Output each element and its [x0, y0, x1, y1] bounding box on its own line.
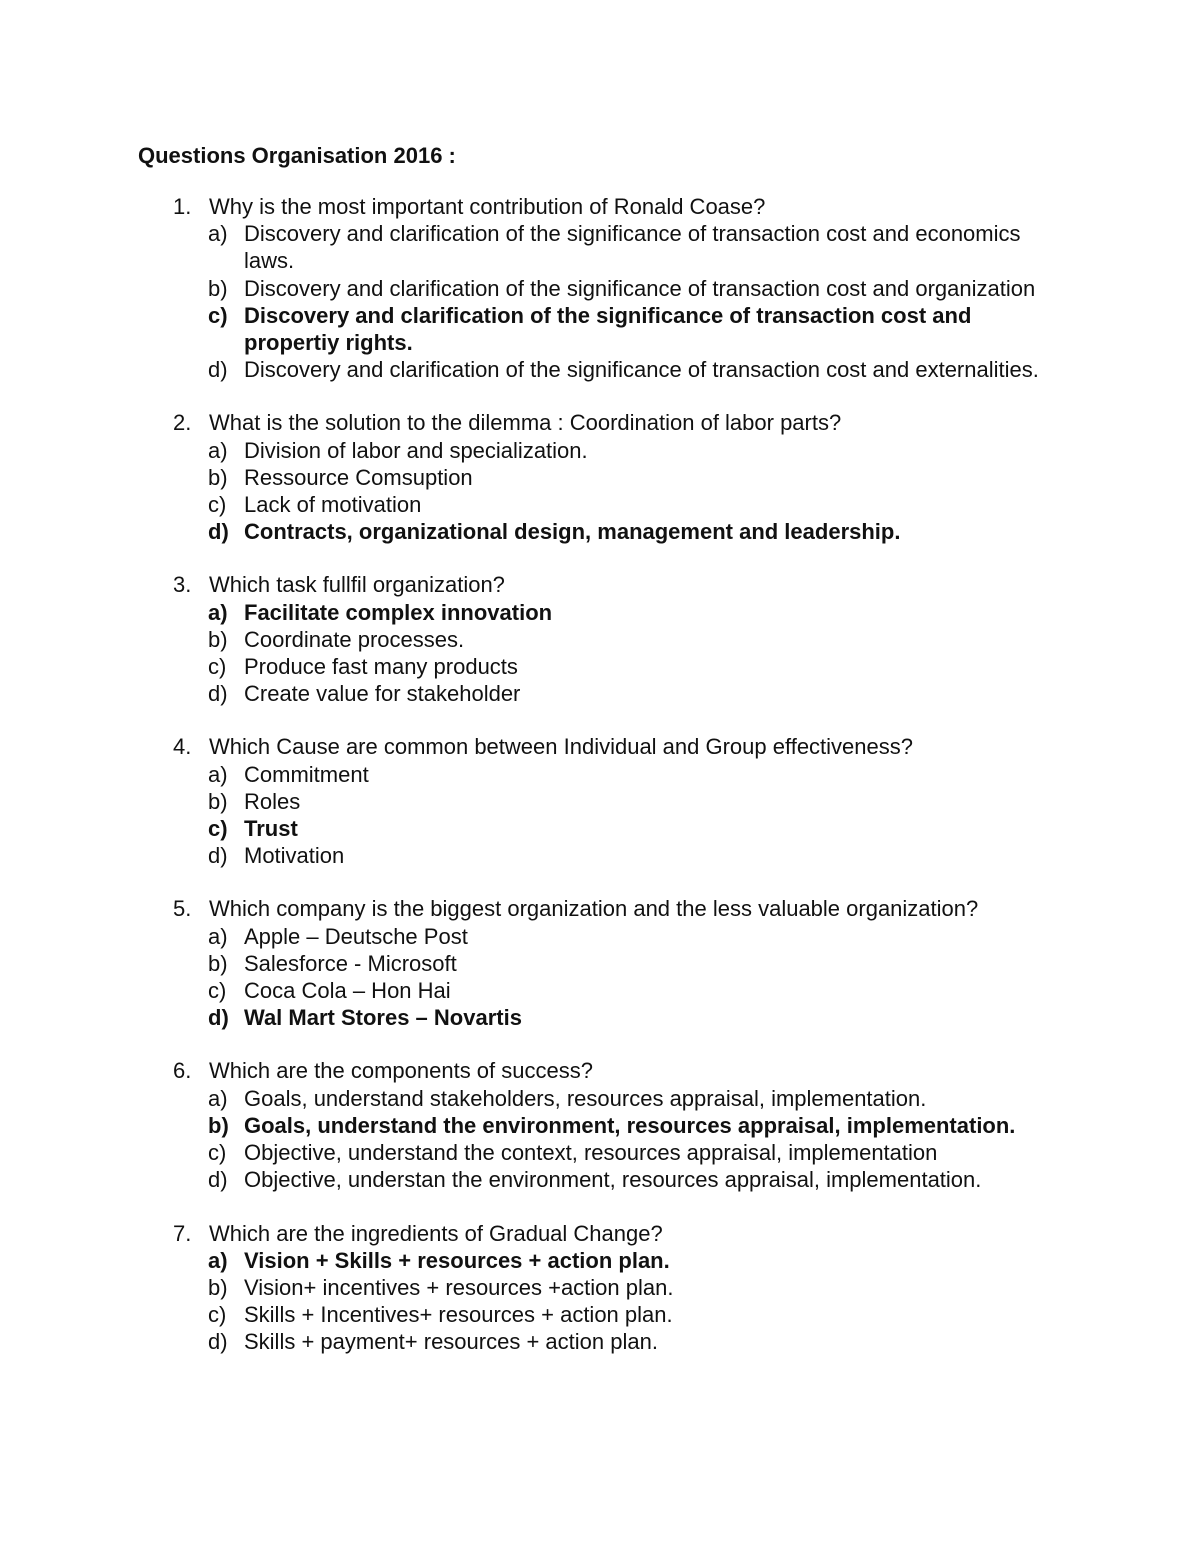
answer-option [0, 437, 1044, 464]
question-list [0, 193, 1200, 1382]
answer-option [0, 788, 1044, 815]
option-text: Trust [244, 816, 298, 842]
answer-option-correct [0, 518, 1044, 545]
question-number: 6. [173, 1058, 192, 1084]
question-text-line [0, 1220, 1089, 1247]
question-text-line [0, 409, 1089, 436]
option-letter: a) [208, 923, 228, 949]
option-text: Goals, understand the environment, resources appraisal, implementation. [244, 1112, 1016, 1138]
option-text: Division of labor and specialization. [244, 437, 588, 463]
option-text: Discovery and clarification of the significance of transaction cost and organization [244, 275, 1036, 301]
question-item [0, 571, 1200, 707]
option-letter: b) [208, 464, 228, 490]
answer-option [0, 1274, 1044, 1301]
answer-options [0, 1085, 1200, 1194]
option-text: Commitment [244, 761, 369, 787]
answer-option [0, 1085, 1044, 1112]
option-text: Objective, understand the context, resources appraisal, implementation [244, 1140, 938, 1166]
question-text-line [0, 1057, 1089, 1084]
option-text: Vision + Skills + resources + action plan. [244, 1247, 670, 1273]
option-text: Discovery and clarification of the significance of transaction cost and propertiy rights. [244, 302, 972, 356]
answer-option-correct [0, 1004, 1044, 1031]
option-letter: c) [208, 654, 227, 680]
option-text: Discovery and clarification of the significance of transaction cost and economics laws. [244, 221, 1021, 274]
option-letter: d) [208, 681, 228, 707]
answer-options [0, 599, 1200, 708]
question-number: 1. [173, 194, 192, 219]
option-letter: b) [208, 950, 228, 976]
option-letter: a) [208, 599, 228, 625]
answer-options [0, 437, 1200, 546]
option-text: Produce fast many products [244, 654, 518, 680]
answer-option [0, 491, 1044, 518]
question-item [0, 1220, 1200, 1356]
option-letter: a) [208, 437, 228, 463]
answer-option-correct [0, 815, 1044, 842]
answer-option [0, 1139, 1044, 1166]
question-text: What is the solution to the dilemma : Coordination of labor parts? [209, 410, 842, 436]
question-item [0, 193, 1200, 383]
answer-options [0, 1247, 1200, 1356]
question-text-line [0, 571, 1089, 598]
option-letter: b) [208, 1112, 229, 1138]
option-letter: c) [208, 1302, 227, 1328]
option-letter: c) [208, 1140, 227, 1166]
option-letter: a) [208, 1247, 228, 1273]
question-text-line [0, 193, 1089, 220]
option-letter: d) [208, 1329, 228, 1355]
option-letter: b) [208, 275, 228, 301]
question-text: Which are the ingredients of Gradual Change? [209, 1220, 663, 1246]
option-text: Contracts, organizational design, management and leadership. [244, 519, 901, 545]
option-letter: b) [208, 626, 228, 652]
question-text-line [0, 733, 1089, 760]
question-number: 4. [173, 734, 192, 760]
answer-option [0, 761, 1044, 788]
option-letter: b) [208, 788, 228, 814]
option-letter: a) [208, 221, 228, 247]
option-letter: c) [208, 302, 228, 328]
answer-option [0, 680, 1044, 707]
answer-option [0, 1166, 1044, 1193]
option-text: Lack of motivation [244, 492, 422, 518]
answer-option [0, 1301, 1044, 1328]
answer-option [0, 923, 1044, 950]
option-text: Objective, understan the environment, resources appraisal, implementation. [244, 1167, 982, 1193]
answer-options [0, 761, 1200, 870]
question-text: Which task fullfil organization? [209, 572, 505, 598]
answer-option [0, 220, 1044, 274]
option-letter: c) [208, 492, 227, 518]
option-letter: d) [208, 843, 228, 869]
option-letter: d) [208, 1005, 229, 1031]
option-text: Skills + payment+ resources + action plan. [244, 1329, 658, 1355]
option-text: Ressource Comsuption [244, 464, 473, 490]
option-text: Goals, understand stakeholders, resources appraisal, implementation. [244, 1085, 927, 1111]
option-text: Vision+ incentives + resources +action plan. [244, 1274, 674, 1300]
question-number: 2. [173, 410, 192, 436]
answer-option [0, 950, 1044, 977]
option-text: Facilitate complex innovation [244, 599, 553, 625]
option-letter: d) [208, 1167, 228, 1193]
answer-option-correct [0, 599, 1044, 626]
option-text: Roles [244, 788, 301, 814]
option-letter: d) [208, 357, 228, 383]
option-letter: c) [208, 978, 227, 1004]
question-text: Which Cause are common between Individual and Group effectiveness? [209, 734, 913, 760]
option-text: Apple – Deutsche Post [244, 923, 468, 949]
answer-option [0, 275, 1044, 302]
answer-option-correct [0, 1112, 1044, 1139]
option-text: Skills + Incentives+ resources + action plan. [244, 1302, 673, 1328]
question-item [0, 409, 1200, 545]
question-text: Which company is the biggest organization and the less valuable organization? [209, 896, 979, 922]
option-letter: c) [208, 816, 228, 842]
document-title: Questions Organisation 2016 : [138, 143, 456, 168]
question-item [0, 733, 1200, 869]
answer-option [0, 977, 1044, 1004]
option-letter: a) [208, 761, 228, 787]
answer-options [0, 923, 1200, 1032]
question-text: Which are the components of success? [209, 1058, 593, 1084]
question-text: Why is the most important contribution of Ronald Coase? [209, 194, 766, 219]
answer-option [0, 1328, 1044, 1355]
answer-option [0, 626, 1044, 653]
option-text: Coca Cola – Hon Hai [244, 978, 451, 1004]
question-item [0, 895, 1200, 1031]
option-text: Salesforce - Microsoft [244, 950, 457, 976]
question-number: 3. [173, 572, 192, 598]
answer-option [0, 356, 1044, 383]
option-text: Motivation [244, 843, 345, 869]
option-text: Wal Mart Stores – Novartis [244, 1005, 522, 1031]
answer-options [0, 220, 1200, 383]
question-number: 5. [173, 896, 192, 922]
question-text-line [0, 895, 1089, 922]
question-item [0, 1057, 1200, 1193]
option-letter: a) [208, 1085, 228, 1111]
answer-option [0, 842, 1044, 869]
option-letter: d) [208, 519, 229, 545]
answer-option-correct [0, 302, 1044, 356]
answer-option [0, 653, 1044, 680]
option-text: Coordinate processes. [244, 626, 465, 652]
option-text: Discovery and clarification of the significance of transaction cost and externalities. [244, 357, 1039, 383]
option-text: Create value for stakeholder [244, 681, 521, 707]
answer-option-correct [0, 1247, 1044, 1274]
answer-option [0, 464, 1044, 491]
option-letter: b) [208, 1274, 228, 1300]
question-number: 7. [173, 1220, 192, 1246]
